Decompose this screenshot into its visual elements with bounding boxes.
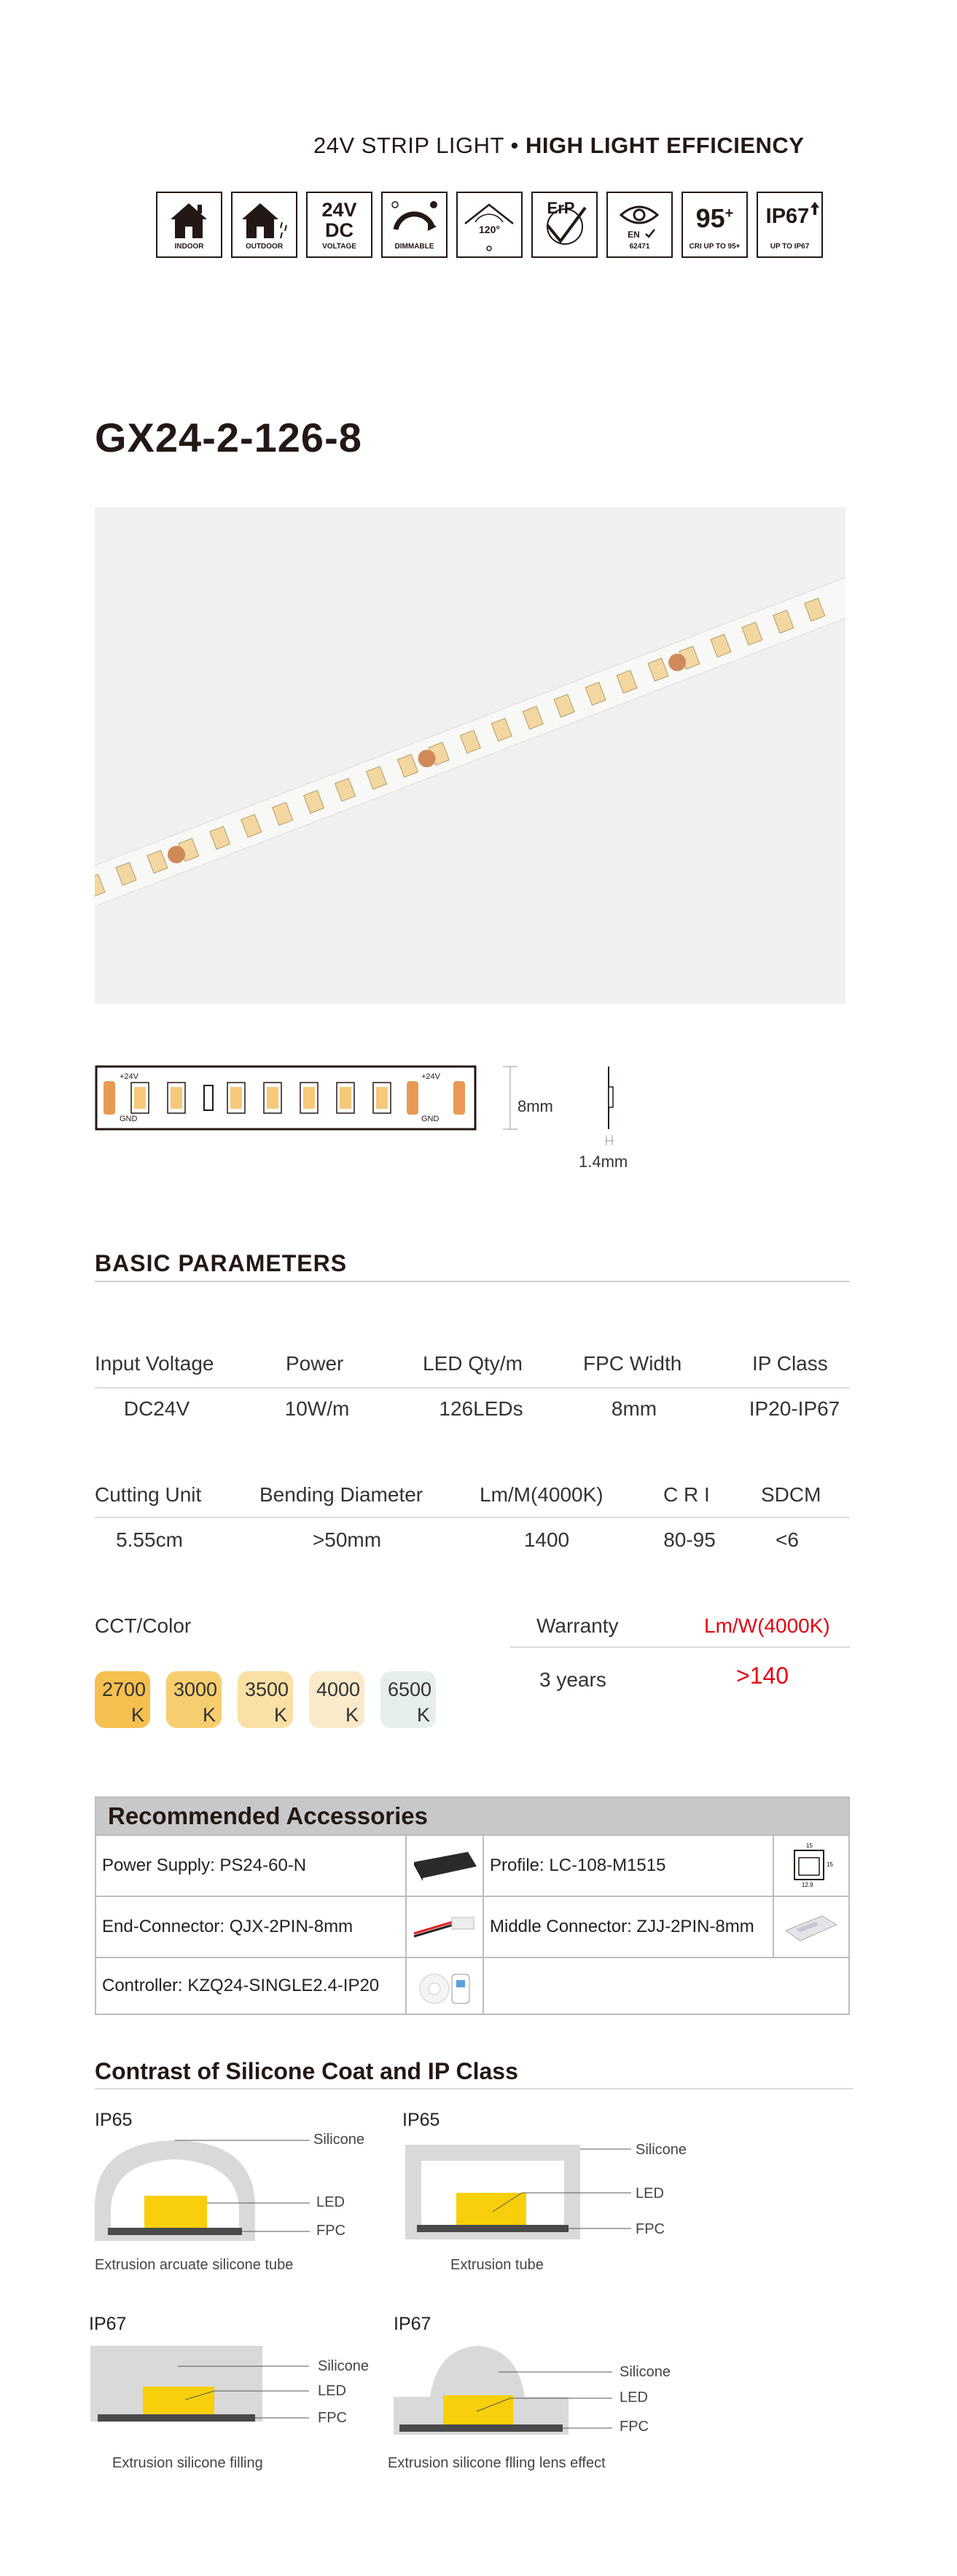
- eye-caption: 62471: [629, 243, 650, 251]
- ip-class-label: IP65: [95, 2110, 133, 2130]
- param-header: LED Qty/m: [423, 1352, 523, 1375]
- fpc-label: FPC: [620, 2419, 649, 2435]
- param-header: Cutting Unit: [95, 1483, 202, 1506]
- voltage-value: 24V: [321, 199, 357, 221]
- empty-cell: [484, 1958, 848, 2014]
- pad-gnd-right: GND: [421, 1115, 440, 1123]
- led-phosphor: [376, 1087, 388, 1109]
- param-header: Lm/M(4000K): [480, 1483, 604, 1506]
- dimmable-caption: DIMMABLE: [394, 243, 434, 251]
- solder-pad: [103, 1081, 115, 1115]
- controller-image: [407, 1958, 484, 2014]
- led-phosphor: [230, 1087, 242, 1109]
- warranty-label: Warranty: [536, 1614, 619, 1637]
- profile-cell: Profile: LC-108-M1515: [484, 1836, 774, 1896]
- end-connector-image: [407, 1897, 484, 1957]
- ip-icon: [757, 192, 823, 258]
- row-divider: [95, 1517, 850, 1518]
- led-phosphor: [134, 1087, 146, 1109]
- ip-text: IP67: [765, 205, 810, 228]
- profile-dim-inner: 12.9: [802, 1882, 813, 1888]
- strip-outline: [95, 1065, 517, 1131]
- param-header: SDCM: [761, 1483, 821, 1506]
- pad-gnd-left: GND: [120, 1115, 138, 1123]
- feature-icon-row: [156, 192, 823, 258]
- efficacy-label: Lm/W(4000K): [704, 1614, 830, 1637]
- silicone-label: Silicone: [620, 2364, 671, 2380]
- warranty-value: 3 years: [539, 1668, 606, 1691]
- cct-unit: K: [131, 1704, 145, 1726]
- eye-icon: [606, 192, 673, 258]
- led-label: LED: [636, 2186, 664, 2202]
- row-divider: [510, 1646, 850, 1648]
- param-value: 5.55cm: [116, 1528, 183, 1551]
- section-divider: [95, 2088, 853, 2089]
- param-value: 10W/m: [284, 1397, 350, 1420]
- ip-class-label: IP65: [402, 2110, 440, 2130]
- cct-swatch-4000: [309, 1671, 364, 1728]
- cri-value: 95: [695, 203, 725, 233]
- silicone-label: Silicone: [313, 2132, 365, 2148]
- profile-dim-height: 15: [827, 1861, 833, 1868]
- cri-icon: [681, 192, 748, 258]
- led-phosphor: [303, 1087, 315, 1109]
- middle-connector-image: [774, 1897, 848, 1957]
- cct-swatch-3500: [238, 1671, 293, 1728]
- cct-swatches: [95, 1671, 436, 1728]
- silicone-lens-diagram: [394, 2336, 641, 2438]
- table-row: [96, 1834, 848, 1896]
- silicone-filling-diagram: [90, 2346, 324, 2433]
- solder-pad: [453, 1081, 465, 1115]
- profile-image: [774, 1836, 848, 1896]
- cct-unit: K: [203, 1704, 216, 1726]
- profile-dim-width: 15: [806, 1842, 813, 1849]
- power-supply-cell: Power Supply: PS24-60-N: [96, 1836, 407, 1896]
- beam-angle-value: 120°: [479, 224, 500, 235]
- cri-plus: +: [724, 205, 734, 221]
- cct-swatch-6500: [380, 1671, 436, 1728]
- ip-class-label: IP67: [394, 2314, 431, 2334]
- cri-text: [683, 203, 746, 234]
- cct-unit: K: [274, 1704, 288, 1726]
- eye-sub: EN: [628, 229, 640, 240]
- cct-value: 6500: [388, 1678, 432, 1700]
- table-row: [96, 1896, 848, 1957]
- dimmable-icon: [381, 192, 448, 258]
- model-title: GX24-2-126-8: [95, 415, 362, 460]
- ip-caption: UP TO IP67: [770, 243, 810, 251]
- pad-plus-left: +24V: [120, 1072, 138, 1081]
- tagline-bold: HIGH LIGHT EFFICIENCY: [525, 133, 805, 158]
- basic-parameters-title: BASIC PARAMETERS: [95, 1250, 348, 1276]
- param-header: FPC Width: [583, 1352, 682, 1375]
- param-value: 80-95: [663, 1528, 716, 1551]
- cct-value: 4000: [316, 1678, 361, 1700]
- row-divider: [95, 1387, 850, 1389]
- fpc-label: FPC: [636, 2221, 665, 2237]
- param-value: 126LEDs: [439, 1397, 523, 1420]
- cct-value: 3000: [173, 1678, 218, 1700]
- cct-unit: K: [345, 1704, 359, 1726]
- led-phosphor: [267, 1087, 278, 1109]
- outdoor-caption: OUTDOOR: [245, 243, 284, 251]
- extrusion-tube-diagram: [405, 2142, 653, 2244]
- param-header: IP Class: [752, 1352, 828, 1375]
- silicone-label: Silicone: [636, 2142, 687, 2158]
- led-label: LED: [620, 2390, 648, 2406]
- led-strip-image: [95, 507, 845, 1004]
- param-header: C R I: [663, 1483, 710, 1506]
- led-phosphor: [340, 1087, 351, 1109]
- solder-pad: [407, 1081, 418, 1115]
- panel-caption: Extrusion silicone filling: [112, 2455, 263, 2471]
- end-connector-cell: End-Connector: QJX-2PIN-8mm: [96, 1897, 407, 1957]
- fpc-label: FPC: [316, 2223, 345, 2239]
- param-value: DC24V: [123, 1397, 190, 1420]
- power-supply-image: [407, 1836, 484, 1896]
- table-row: [96, 1957, 848, 2014]
- voltage-caption: VOLTAGE: [322, 243, 356, 251]
- section-divider: [95, 1281, 850, 1282]
- param-header: Bending Diameter: [259, 1483, 423, 1506]
- cri-caption: CRI UP TO 95+: [689, 243, 741, 251]
- cct-swatch-2700: [95, 1671, 150, 1728]
- panel-caption: Extrusion arcuate silicone tube: [95, 2257, 294, 2273]
- param-value: <6: [776, 1528, 799, 1551]
- thickness-label: 1.4mm: [579, 1152, 628, 1171]
- param-value: >50mm: [312, 1528, 382, 1551]
- strip-dimension-drawing: [95, 1065, 628, 1171]
- cct-swatch-3000: [166, 1671, 222, 1728]
- voltage-type: DC: [325, 219, 353, 241]
- erp-text: ErP: [547, 199, 575, 217]
- param-header: Power: [286, 1352, 344, 1375]
- param-value: IP20-IP67: [749, 1397, 840, 1420]
- accessories-table: [95, 1796, 850, 2015]
- panel-caption: Extrusion tube: [450, 2257, 544, 2273]
- indoor-caption: INDOOR: [174, 243, 204, 251]
- tagline: [313, 133, 804, 159]
- voltage-icon: [306, 192, 372, 258]
- house-rain-icon: [231, 192, 297, 258]
- led-phosphor: [171, 1087, 182, 1109]
- led-label: LED: [318, 2383, 346, 2399]
- tagline-normal: 24V STRIP LIGHT: [313, 133, 504, 158]
- cct-unit: K: [417, 1704, 431, 1726]
- cct-value: 3500: [245, 1678, 289, 1700]
- pad-plus-right: +24V: [421, 1072, 440, 1081]
- param-header: Input Voltage: [95, 1352, 214, 1375]
- house-icon: [156, 192, 222, 258]
- fpc-label: FPC: [318, 2410, 347, 2426]
- param-value: 1400: [523, 1528, 570, 1551]
- led-label: LED: [316, 2194, 345, 2210]
- ip-class-label: IP67: [89, 2314, 127, 2334]
- resistor: [204, 1085, 213, 1110]
- erp-icon: [531, 192, 598, 258]
- tagline-separator: •: [510, 133, 519, 158]
- efficacy-value: >140: [736, 1662, 789, 1689]
- silicone-label: Silicone: [318, 2358, 370, 2374]
- cct-value: 2700: [102, 1678, 147, 1700]
- arcuate-tube-diagram: [87, 2127, 321, 2251]
- width-label: 8mm: [517, 1097, 553, 1115]
- panel-caption: Extrusion silicone flling lens effect: [388, 2455, 606, 2471]
- controller-cell: Controller: KZQ24-SINGLE2.4-IP20: [96, 1958, 407, 2014]
- middle-connector-cell: Middle Connector: ZJJ-2PIN-8mm: [484, 1897, 774, 1957]
- product-photo: [95, 507, 845, 1004]
- contrast-title: Contrast of Silicone Coat and IP Class: [95, 2058, 518, 2084]
- beam-angle-icon: [456, 192, 523, 258]
- accessories-title: Recommended Accessories: [96, 1798, 848, 1834]
- cct-label: CCT/Color: [95, 1614, 192, 1637]
- thickness-drawing: [598, 1065, 627, 1160]
- param-value: 8mm: [611, 1397, 657, 1420]
